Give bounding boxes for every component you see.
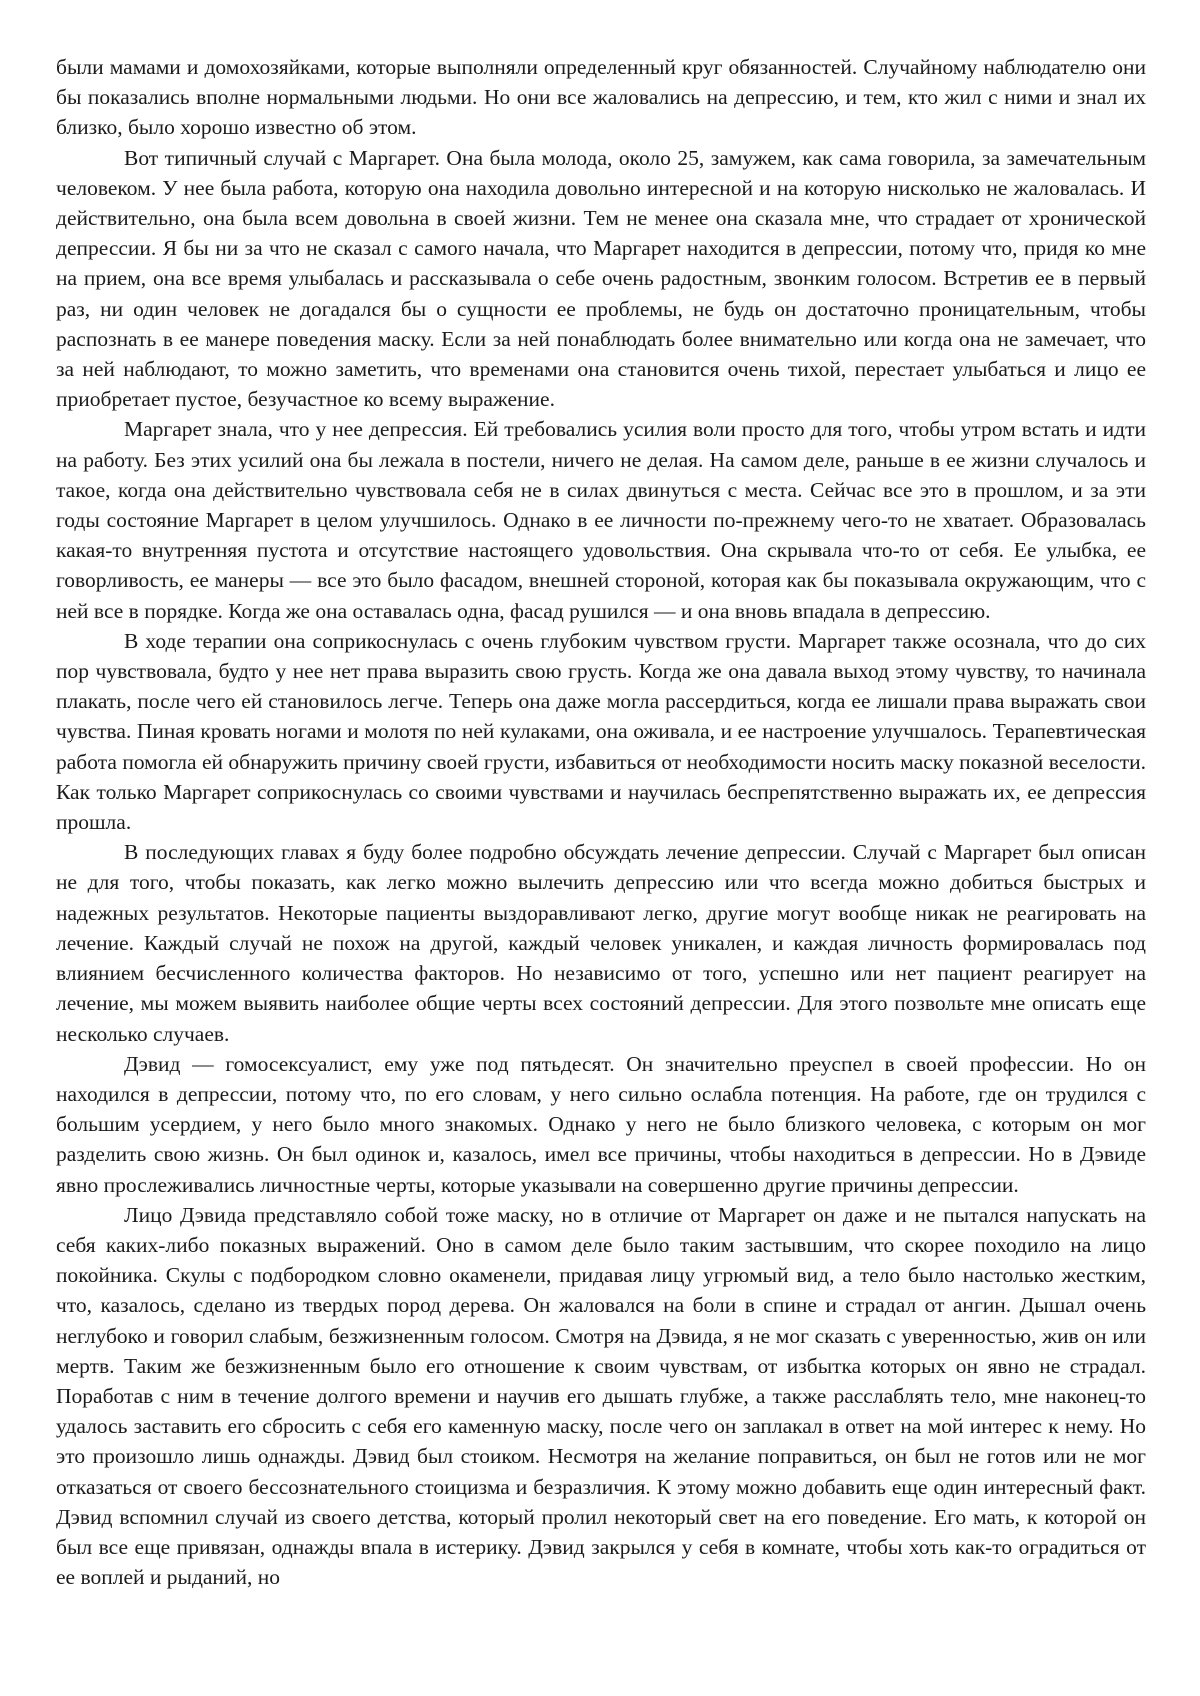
paragraph-6: Дэвид — гомосексуалист, ему уже под пятьдесят. Он значительно преуспел в своей профессии. Но он находился в депрессии, потому что, по его словам, у него сильно ослабла потенция. На работе, где он трудился с большим усердием, у него было много знакомых. Однако у него не было близкого человека, с которым он мог разделить свою жизнь. Он был одинок и, казалось, имел все причины, чтобы находиться в депрессии. Но в Дэвиде явно прослеживались личностные черты, которые указывали на совершенно другие причины депрессии. xyxy=(56,1051,1146,1197)
paragraph-2: Вот типичный случай с Маргарет. Она была молода, около 25, замужем, как сама говорила, за замечательным человеком. У нее была работа, которую она находила довольно интересной и на которую нисколько не жаловалась. И действительно, она была всем довольна в своей жизни. Тем не менее она сказала мне, что страдает от хронической депрессии. Я бы ни за что не сказал с самого начала, что Маргарет находится в депрессии, потому что, придя ко мне на прием, она все время улыбалась и рассказывала о себе очень радостным, звонким голосом. Встретив ее в первый раз, ни один человек не догадался бы о сущности ее проблемы, не будь он достаточно проницательным, чтобы распознать в ее манере поведения маску. Если за ней понаблюдать более внимательно или когда она не замечает, что за ней наблюдают, то можно заметить, что временами она становится очень тихой, перестает улыбаться и лицо ее приобретает пустое, безучастное ко всему выражение. xyxy=(56,145,1146,412)
paragraph-5: В последующих главах я буду более подробно обсуждать лечение депрессии. Случай с Маргарет был описан не для того, чтобы показать, как легко можно вылечить депрессию или что всегда можно добиться быстрых и надежных результатов. Некоторые пациенты выздоравливают легко, другие могут вообще никак не реагировать на лечение. Каждый случай не похож на другой, каждый человек уникален, и каждая личность формировалась под влиянием бесчисленного количества факторов. Но независимо от того, успешно или нет пациент реагирует на лечение, мы можем выявить наиболее общие черты всех состояний депрессии. Для этого позвольте мне описать еще несколько случаев. xyxy=(56,840,1146,1046)
paragraph-1: были мамами и домохозяйками, которые выполняли определенный круг обязанностей. Случайному наблюдателю они бы показались вполне нормальными людьми. Но они все жаловались на депрессию, и тем, кто жил с ними и знал их близко, было хорошо известно об этом. xyxy=(56,55,1146,140)
paragraph-7: Лицо Дэвида представляло собой тоже маску, но в отличие от Маргарет он даже и не пытался напускать на себя каких-либо показных выражений. Оно в самом деле было таким застывшим, что скорее походило на лицо покойника. Скулы с подбородком словно окаменели, придавая лицу угрюмый вид, а тело было настолько жестким, что, казалось, сделано из твердых пород дерева. Он жаловался на боли в спине и страдал от ангин. Дышал очень неглубоко и говорил слабым, безжизненным голосом. Смотря на Дэвида, я не мог сказать с уверенностью, жив он или мертв. Таким же безжизненным было его отношение к своим чувствам, от избытка которых он явно не страдал. Поработав с ним в течение долгого времени и научив его дышать глубже, а также расслаблять тело, мне наконец-то удалось заставить его сбросить с себя его каменную маску, после чего он заплакал в ответ на мой интерес к нему. Но это произошло лишь однажды. Дэвид был стоиком. Несмотря на желание поправиться, он был не готов или не мог отказаться от своего бессознательного стоицизма и безразличия. К этому можно добавить еще один интересный факт. Дэвид вспомнил случай из своего детства, который пролил некоторый свет на его поведение. Его мать, к которой он был все еще привязан, однажды впала в истерику. Дэвид закрылся у себя в комнате, чтобы хоть как-то оградиться от ее воплей и рыданий, но xyxy=(56,1202,1146,1590)
document-page xyxy=(56,52,1146,1592)
paragraph-4: В ходе терапии она соприкоснулась с очень глубоким чувством грусти. Маргарет также осознала, что до сих пор чувствовала, будто у нее нет права выразить свою грусть. Когда же она давала выход этому чувству, то начинала плакать, после чего ей становилось легче. Теперь она даже могла рассердиться, когда ее лишали права выражать свои чувства. Пиная кровать ногами и молотя по ней кулаками, она оживала, и ее настроение улучшалось. Терапевтическая работа помогла ей обнаружить причину своей грусти, избавиться от необходимости носить маску показной веселости. Как только Маргарет соприкоснулась со своими чувствами и научилась беспрепятственно выражать их, ее депрессия прошла. xyxy=(56,628,1146,835)
paragraph-3: Маргарет знала, что у нее депрессия. Ей требовались усилия воли просто для того, чтобы утром встать и идти на работу. Без этих усилий она бы лежала в постели, ничего не делая. На самом деле, раньше в ее жизни случалось и такое, когда она действительно чувствовала себя не в силах двинуться с места. Сейчас все это в прошлом, и за эти годы состояние Маргарет в целом улучшилось. Однако в ее личности по-прежнему чего-то не хватает. Образовалась какая-то внутренняя пустота и отсутствие настоящего удовольствия. Она скрывала что-то от себя. Ее улыбка, ее говорливость, ее манеры — все это было фасадом, внешней стороной, которая как бы показывала окружающим, что с ней все в порядке. Когда же она оставалась одна, фасад рушился — и она вновь впадала в депрессию. xyxy=(56,417,1146,623)
